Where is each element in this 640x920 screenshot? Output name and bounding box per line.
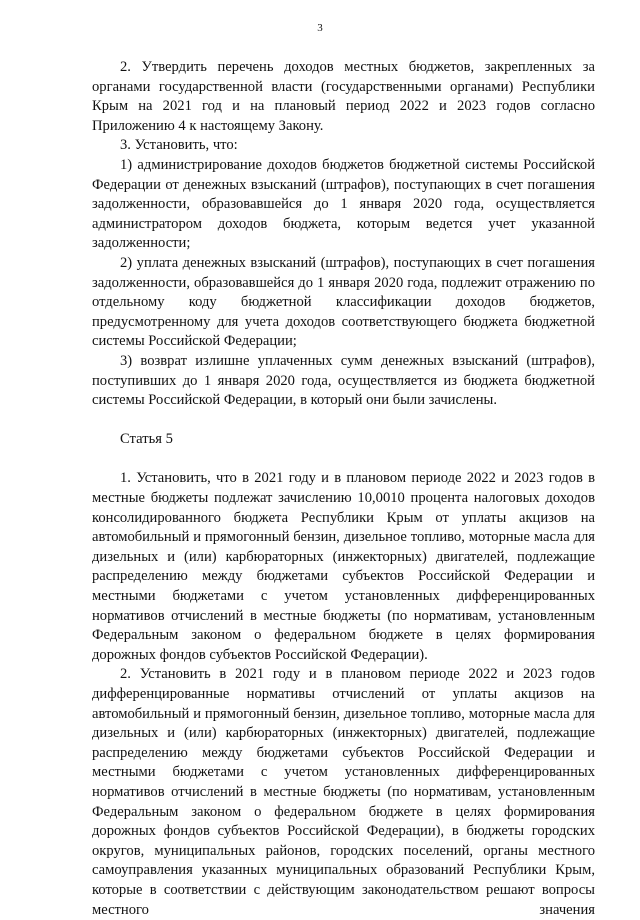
article-paragraph-2: 2. Установить в 2021 году и в плановом периоде 2022 и 2023 годов дифференцированные нормативы отчислений от уплаты акцизов на автомобильный и прямогонный бензин, дизельное топливо, моторные масла для дизельных и (или) карбюраторных (инжекторных) двигателей, подлежащие распределению между бюджетами субъектов Российской Федерации и местными бюджетами с учетом установленных дифференцированных нормативов отчислений в местные бюджеты (по нормативам, установленным Федеральным законом о федеральном бюджете в целях формирования дорожных фондов субъектов Российской Федерации), в бюджеты городских округов, муниципальных районов, городских поселений, органы местного самоуправления указанных муниципальных образований Республики Крым, которые в соответствии с действующим законодательством решают вопросы местного значения [92,666,595,918]
paragraph-item-2: 2) уплата денежных взысканий (штрафов), поступающих в счет погашения задолженности, образовавшейся до 1 января 2020 года, подлежит отражению по отдельному коду бюджетной классификации доходов бюджетов, предусмотренному для учета доходов соответствующего бюджета бюджетной системы Российской Федерации; [92,254,595,350]
paragraph-item-1: 1) администрирование доходов бюджетов бюджетной системы Российской Федерации от денежных взысканий (штрафов), поступающих в счет погашения задолженности, образовавшейся до 1 января 2020 года, осуществляется администратором доходов бюджета, которым ведется учет указанной задолженности; [92,156,595,252]
article-paragraph-1: 1. Установить, что в 2021 году и в плановом периоде 2022 и 2023 годов в местные бюджеты подлежат зачислению 10,0010 процента налоговых доходов консолидированного бюджета Республики Крым от уплаты акцизов на автомобильный и прямогонный бензин, дизельное топливо, моторные масла для дизельных и (или) карбюраторных (инжекторных) двигателей, подлежащие распределению между бюджетами субъектов Российской Федерации и местными бюджетами с учетом установленных дифференцированных нормативов отчислений в местные бюджеты (по нормативам, установленным Федеральным законом о федеральном бюджете в целях формирования дорожных фондов субъектов Российской Федерации). [92,470,595,663]
paragraph-establish: 3. Установить, что: [120,137,238,154]
paragraph-approve-revenue-list: 2. Утвердить перечень доходов местных бюджетов, закрепленных за органами государственной власти (государственными органами) Республики Крым на 2021 год и на плановый период 2022 и 2023 годов согласно Приложению 4 к настоящему Закону. [92,59,595,134]
article-heading: Статья 5 [120,431,173,448]
paragraph-item-3: 3) возврат излишне уплаченных сумм денежных взысканий (штрафов), поступивших до 1 января 2020 года, осуществляется из бюджета бюджетной системы Российской Федерации, в который они были зачислены. [92,352,595,409]
document-body [92,58,595,920]
page-number: 3 [317,22,323,34]
